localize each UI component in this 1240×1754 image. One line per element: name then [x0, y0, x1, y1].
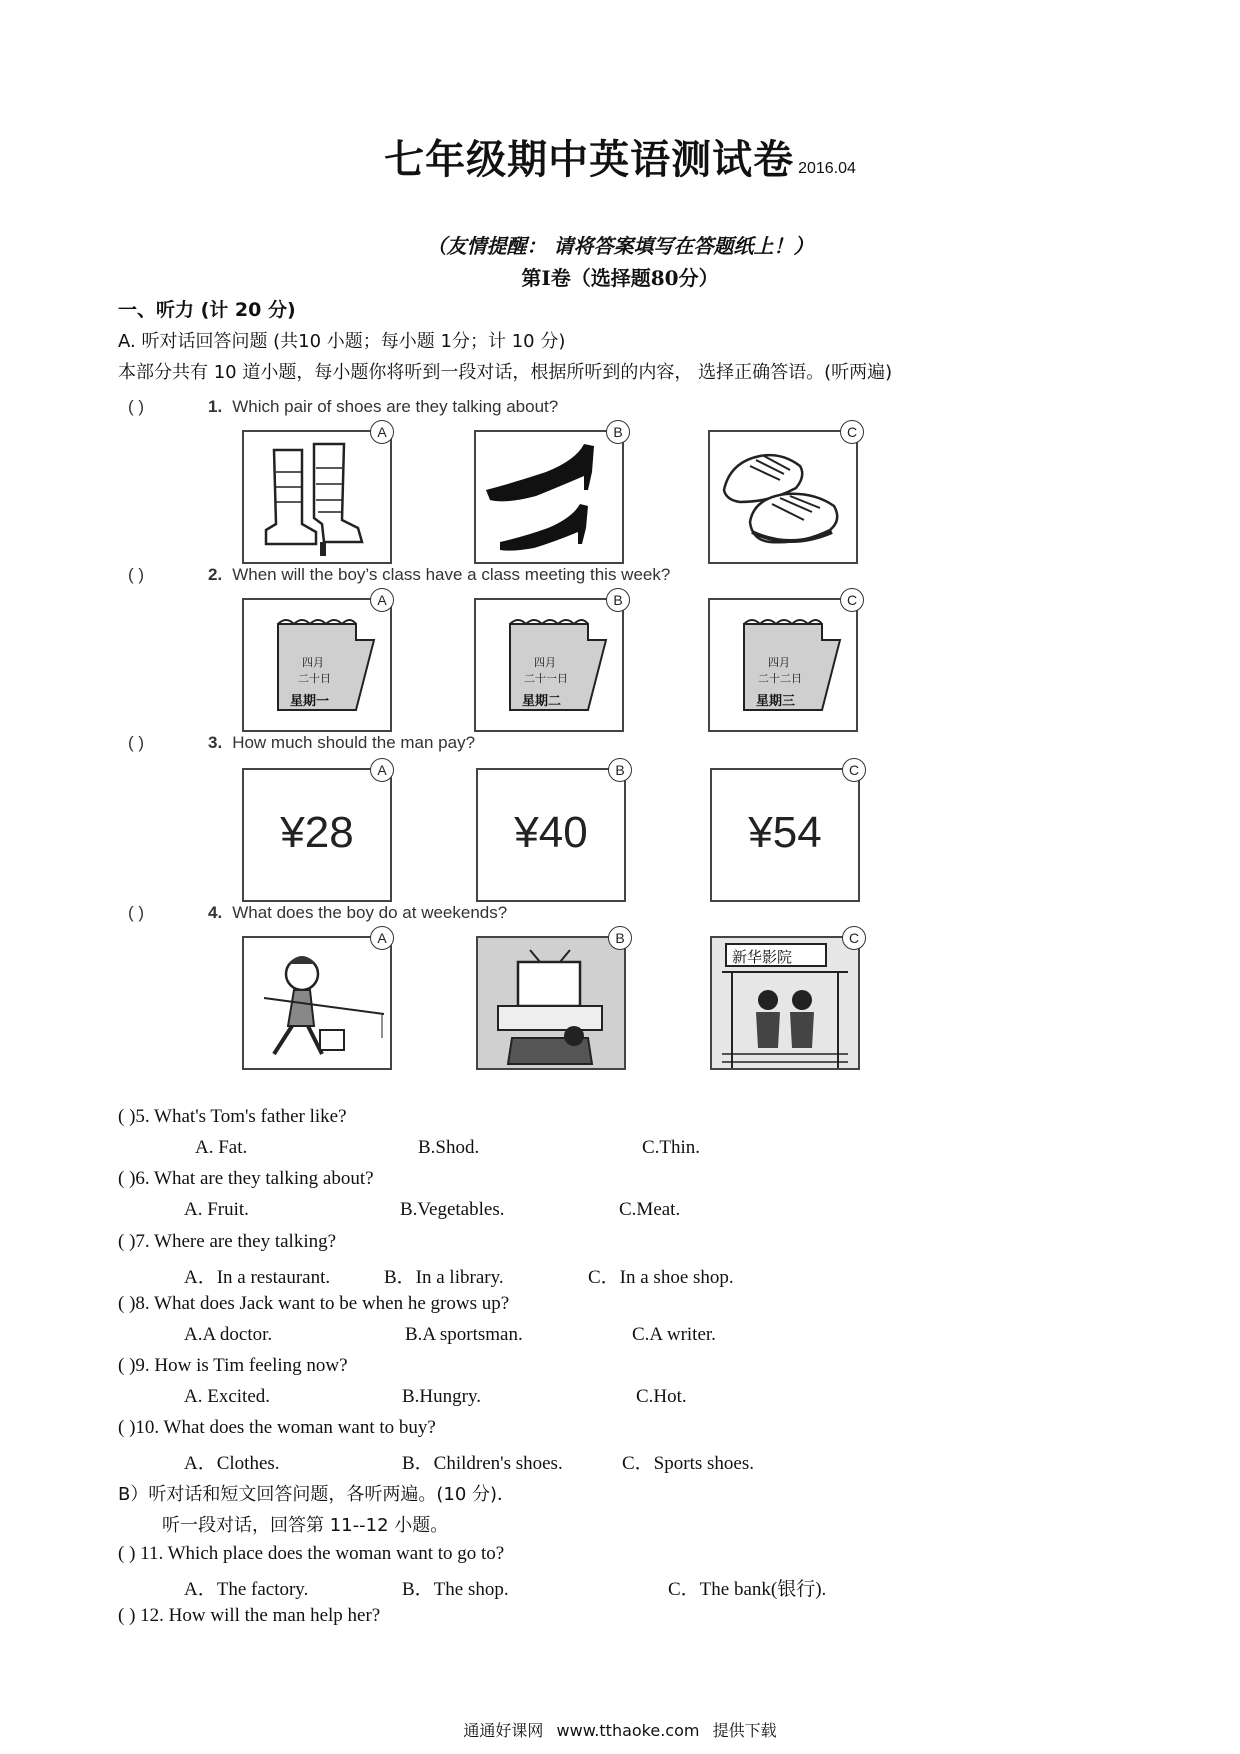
option-image-2b[interactable]: 四月 二十一日 星期二 B — [474, 598, 624, 732]
option-image-1a[interactable] — [242, 424, 392, 564]
option-badge: A — [370, 420, 394, 444]
option-badge: C — [842, 926, 866, 950]
answer-blank[interactable]: ( ) — [128, 903, 145, 922]
footer-note: 提供下载 — [712, 1721, 777, 1740]
question-3: 3. How much should the man pay? — [208, 733, 476, 752]
option-badge: B — [608, 758, 632, 782]
question-12: ( ) 12. How will the man help her? — [118, 1605, 381, 1626]
answer-blank[interactable]: ( ) — [128, 733, 145, 752]
watching-tv-icon — [478, 938, 624, 1068]
question-1: 1. Which pair of shoes are they talking about? — [208, 397, 559, 416]
option-image-4b[interactable] — [476, 930, 626, 1070]
question-4: 4. What does the boy do at weekends? — [208, 903, 508, 922]
option-c[interactable]: C.Meat. — [619, 1199, 681, 1220]
exam-title: 七年级期中英语测试卷 — [384, 137, 795, 183]
boots-icon — [244, 432, 390, 562]
option-badge: C — [842, 758, 866, 782]
option-c[interactable]: C.Thin. — [642, 1137, 701, 1158]
cinema-sign: 新华影院 — [732, 948, 793, 966]
option-b[interactable]: B.A sportsman. — [405, 1324, 523, 1345]
exam-date: 2016.04 — [798, 160, 856, 177]
option-image-3a[interactable] — [242, 762, 392, 902]
option-b[interactable]: B．In a library. — [384, 1267, 504, 1288]
option-a[interactable]: A. Excited. — [184, 1386, 271, 1407]
option-a[interactable]: A. Fruit. — [184, 1199, 249, 1220]
option-image-1b[interactable] — [474, 424, 624, 564]
page-footer — [0, 1718, 1240, 1741]
option-badge: C — [840, 420, 864, 444]
option-c[interactable]: C．The bank(银行). — [668, 1579, 827, 1600]
option-a[interactable]: A．Clothes. — [184, 1453, 280, 1474]
fishing-boy-icon — [244, 938, 390, 1068]
option-b[interactable]: B.Hungry. — [402, 1386, 481, 1407]
option-c[interactable]: C．In a shoe shop. — [588, 1267, 734, 1288]
question-6: ( )6. What are they talking about? — [118, 1168, 374, 1189]
option-badge: A — [370, 588, 394, 612]
option-c[interactable]: C.Hot. — [636, 1386, 687, 1407]
option-b[interactable]: B．Children's shoes. — [402, 1453, 563, 1474]
option-b[interactable]: B.Shod. — [418, 1137, 480, 1158]
option-badge: A — [370, 758, 394, 782]
part-b-sub: 听一段对话，回答第 11--12 小题。 — [162, 1515, 449, 1536]
answer-blank[interactable]: ( ) — [128, 397, 145, 416]
volume-heading: 第Ⅰ卷（选择题80分） — [521, 266, 719, 290]
question-7: ( )7. Where are they talking? — [118, 1231, 337, 1252]
question-11: ( ) 11. Which place does the woman want to go to? — [118, 1543, 505, 1564]
question-8: ( )8. What does Jack want to be when he grows up? — [118, 1293, 510, 1314]
option-a[interactable]: A．The factory. — [184, 1579, 309, 1600]
page-title — [0, 128, 1240, 185]
reminder-note: （友情提醒： 请将答案填写在答题纸上！） — [426, 234, 814, 258]
option-badge: B — [606, 420, 630, 444]
price-label: ¥54 — [748, 808, 822, 857]
part-b-heading: B）听对话和短文回答问题，各听两遍。(10 分)． — [118, 1484, 516, 1505]
option-image-4c[interactable] — [710, 930, 860, 1070]
option-c[interactable]: C.A writer. — [632, 1324, 716, 1345]
price-label: ¥40 — [514, 808, 588, 857]
option-image-1c[interactable] — [708, 424, 858, 564]
price-label: ¥28 — [280, 808, 354, 857]
option-a[interactable]: A．In a restaurant. — [184, 1267, 331, 1288]
question-9: ( )9. How is Tim feeling now? — [118, 1355, 348, 1376]
footer-url[interactable]: www.tthaoke.com — [556, 1721, 700, 1740]
option-image-2a[interactable]: 四月 二十日 星期一 A — [242, 598, 392, 732]
question-10: ( )10. What does the woman want to buy? — [118, 1417, 436, 1438]
option-b[interactable]: B．The shop. — [402, 1579, 509, 1600]
section-heading: 一、听力 (计 20 分) — [118, 299, 296, 321]
instruction-text: 本部分共有 10 道小题，每小题你将听到一段对话，根据所听到的内容， 选择正确答语。(听两遍) — [118, 362, 893, 383]
option-image-3b[interactable] — [476, 762, 626, 902]
option-b[interactable]: B.Vegetables. — [400, 1199, 505, 1220]
option-badge: C — [840, 588, 864, 612]
option-a[interactable]: A.A doctor. — [184, 1324, 273, 1345]
question-5: ( )5. What's Tom's father like? — [118, 1106, 347, 1127]
option-image-2c[interactable]: 四月 二十二日 星期三 C — [708, 598, 858, 732]
option-badge: A — [370, 926, 394, 950]
option-badge: B — [608, 926, 632, 950]
high-heels-icon — [476, 432, 622, 562]
sneakers-icon — [710, 432, 856, 562]
option-a[interactable]: A. Fat. — [195, 1137, 248, 1158]
option-image-4a[interactable] — [242, 930, 392, 1070]
option-badge: B — [606, 588, 630, 612]
option-image-3c[interactable] — [710, 762, 860, 902]
answer-blank[interactable]: ( ) — [128, 565, 145, 584]
option-c[interactable]: C．Sports shoes. — [622, 1453, 754, 1474]
footer-site: 通通好课网 — [463, 1721, 544, 1740]
part-a-heading: A. 听对话回答问题 (共10 小题；每小题 1分；计 10 分) — [118, 331, 566, 352]
question-2: 2. When will the boy’s class have a class meeting this week? — [208, 565, 671, 584]
